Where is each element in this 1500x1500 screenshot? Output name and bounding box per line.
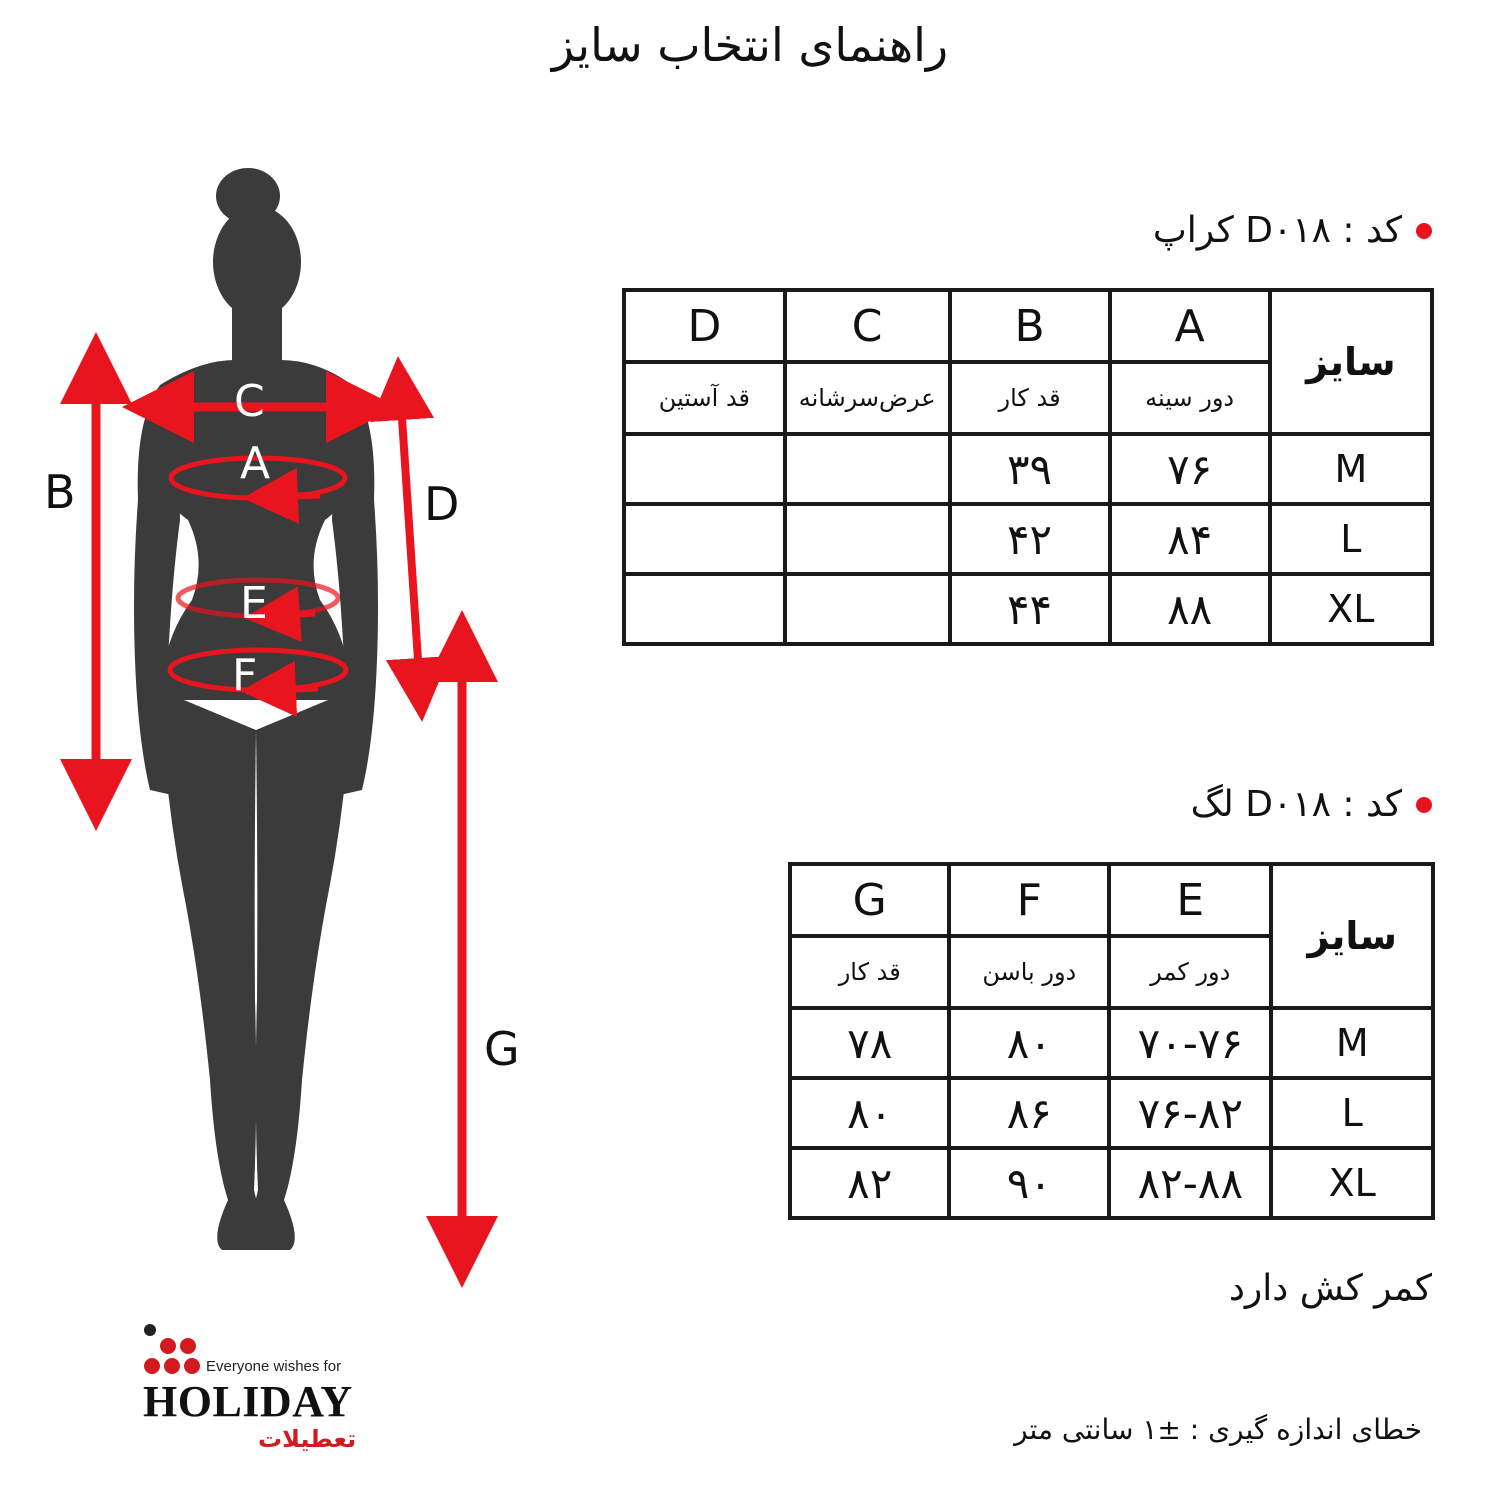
bullet-icon — [1416, 797, 1432, 813]
logo-brand: HOLIDAY — [143, 1377, 353, 1426]
body-measurement-figure — [0, 150, 600, 1300]
value-cell: ۴۴ — [950, 574, 1110, 644]
col-letter: C — [785, 290, 950, 362]
value-cell — [624, 504, 785, 574]
measurement-error-note: خطای اندازه گیری : ±۱ سانتی متر — [1014, 1413, 1422, 1446]
table-row — [624, 434, 1432, 504]
label-e: E — [240, 578, 268, 629]
col-label: قد کار — [790, 936, 949, 1008]
value-cell: ۷۶-۸۲ — [1109, 1078, 1271, 1148]
page-title: راهنمای انتخاب سایز — [551, 18, 949, 72]
value-cell: ۸۶ — [949, 1078, 1109, 1148]
size-cell: L — [1270, 504, 1432, 574]
body-silhouette — [134, 168, 378, 1250]
value-cell — [624, 574, 785, 644]
value-cell: ۸۸ — [1110, 574, 1270, 644]
value-cell: ۷۰-۷۶ — [1109, 1008, 1271, 1078]
value-cell: ۸۲ — [790, 1148, 949, 1218]
elastic-waist-note: کمر کش دارد — [1228, 1268, 1432, 1309]
value-cell: ۳۹ — [950, 434, 1110, 504]
crop-size-table — [622, 288, 1434, 646]
value-cell: ۴۲ — [950, 504, 1110, 574]
value-cell: ۷۸ — [790, 1008, 949, 1078]
col-label: عرض‌سرشانه — [785, 362, 950, 434]
leggings-code-label: کد : D۰۱۸ لگ — [1190, 784, 1402, 825]
size-cell: XL — [1270, 574, 1432, 644]
col-label: دور باسن — [949, 936, 1109, 1008]
col-label: دور کمر — [1109, 936, 1271, 1008]
label-a: A — [240, 438, 271, 489]
label-g: G — [484, 1022, 520, 1076]
leggings-size-table — [788, 862, 1435, 1220]
col-label: قد کار — [950, 362, 1110, 434]
col-letter: E — [1109, 864, 1271, 936]
holiday-logo — [140, 1322, 380, 1462]
col-label: قد آستین — [624, 362, 785, 434]
value-cell — [785, 574, 950, 644]
value-cell — [785, 504, 950, 574]
col-letter: F — [949, 864, 1109, 936]
table-row — [790, 1148, 1433, 1218]
size-header: سایز — [1271, 864, 1433, 1008]
value-cell: ۸۴ — [1110, 504, 1270, 574]
col-letter: B — [950, 290, 1110, 362]
label-c: C — [234, 376, 265, 427]
bullet-icon — [1416, 223, 1432, 239]
table-row — [790, 1008, 1433, 1078]
label-d: D — [424, 477, 460, 531]
logo-tagline: Everyone wishes for — [206, 1358, 342, 1375]
crop-code-heading — [1153, 210, 1432, 251]
leggings-code-heading — [1191, 784, 1432, 825]
value-cell: ۸۰ — [949, 1008, 1109, 1078]
value-cell: ۹۰ — [949, 1148, 1109, 1218]
table-row — [790, 1078, 1433, 1148]
crop-code-label: کد : D۰۱۸ کراپ — [1152, 210, 1402, 251]
table-row — [624, 574, 1432, 644]
table-row — [624, 504, 1432, 574]
col-letter: D — [624, 290, 785, 362]
col-label: دور سینه — [1110, 362, 1270, 434]
logo-brand-fa: تعطیلات — [258, 1425, 357, 1453]
value-cell — [624, 434, 785, 504]
col-letter: A — [1110, 290, 1270, 362]
value-cell: ۷۶ — [1110, 434, 1270, 504]
value-cell: ۸۰ — [790, 1078, 949, 1148]
label-b: B — [44, 465, 76, 519]
size-header: سایز — [1270, 290, 1432, 434]
size-cell: M — [1270, 434, 1432, 504]
label-f: F — [232, 650, 258, 701]
size-cell: L — [1271, 1078, 1433, 1148]
value-cell — [785, 434, 950, 504]
size-cell: XL — [1271, 1148, 1433, 1218]
col-letter: G — [790, 864, 949, 936]
value-cell: ۸۲-۸۸ — [1109, 1148, 1271, 1218]
size-cell: M — [1271, 1008, 1433, 1078]
